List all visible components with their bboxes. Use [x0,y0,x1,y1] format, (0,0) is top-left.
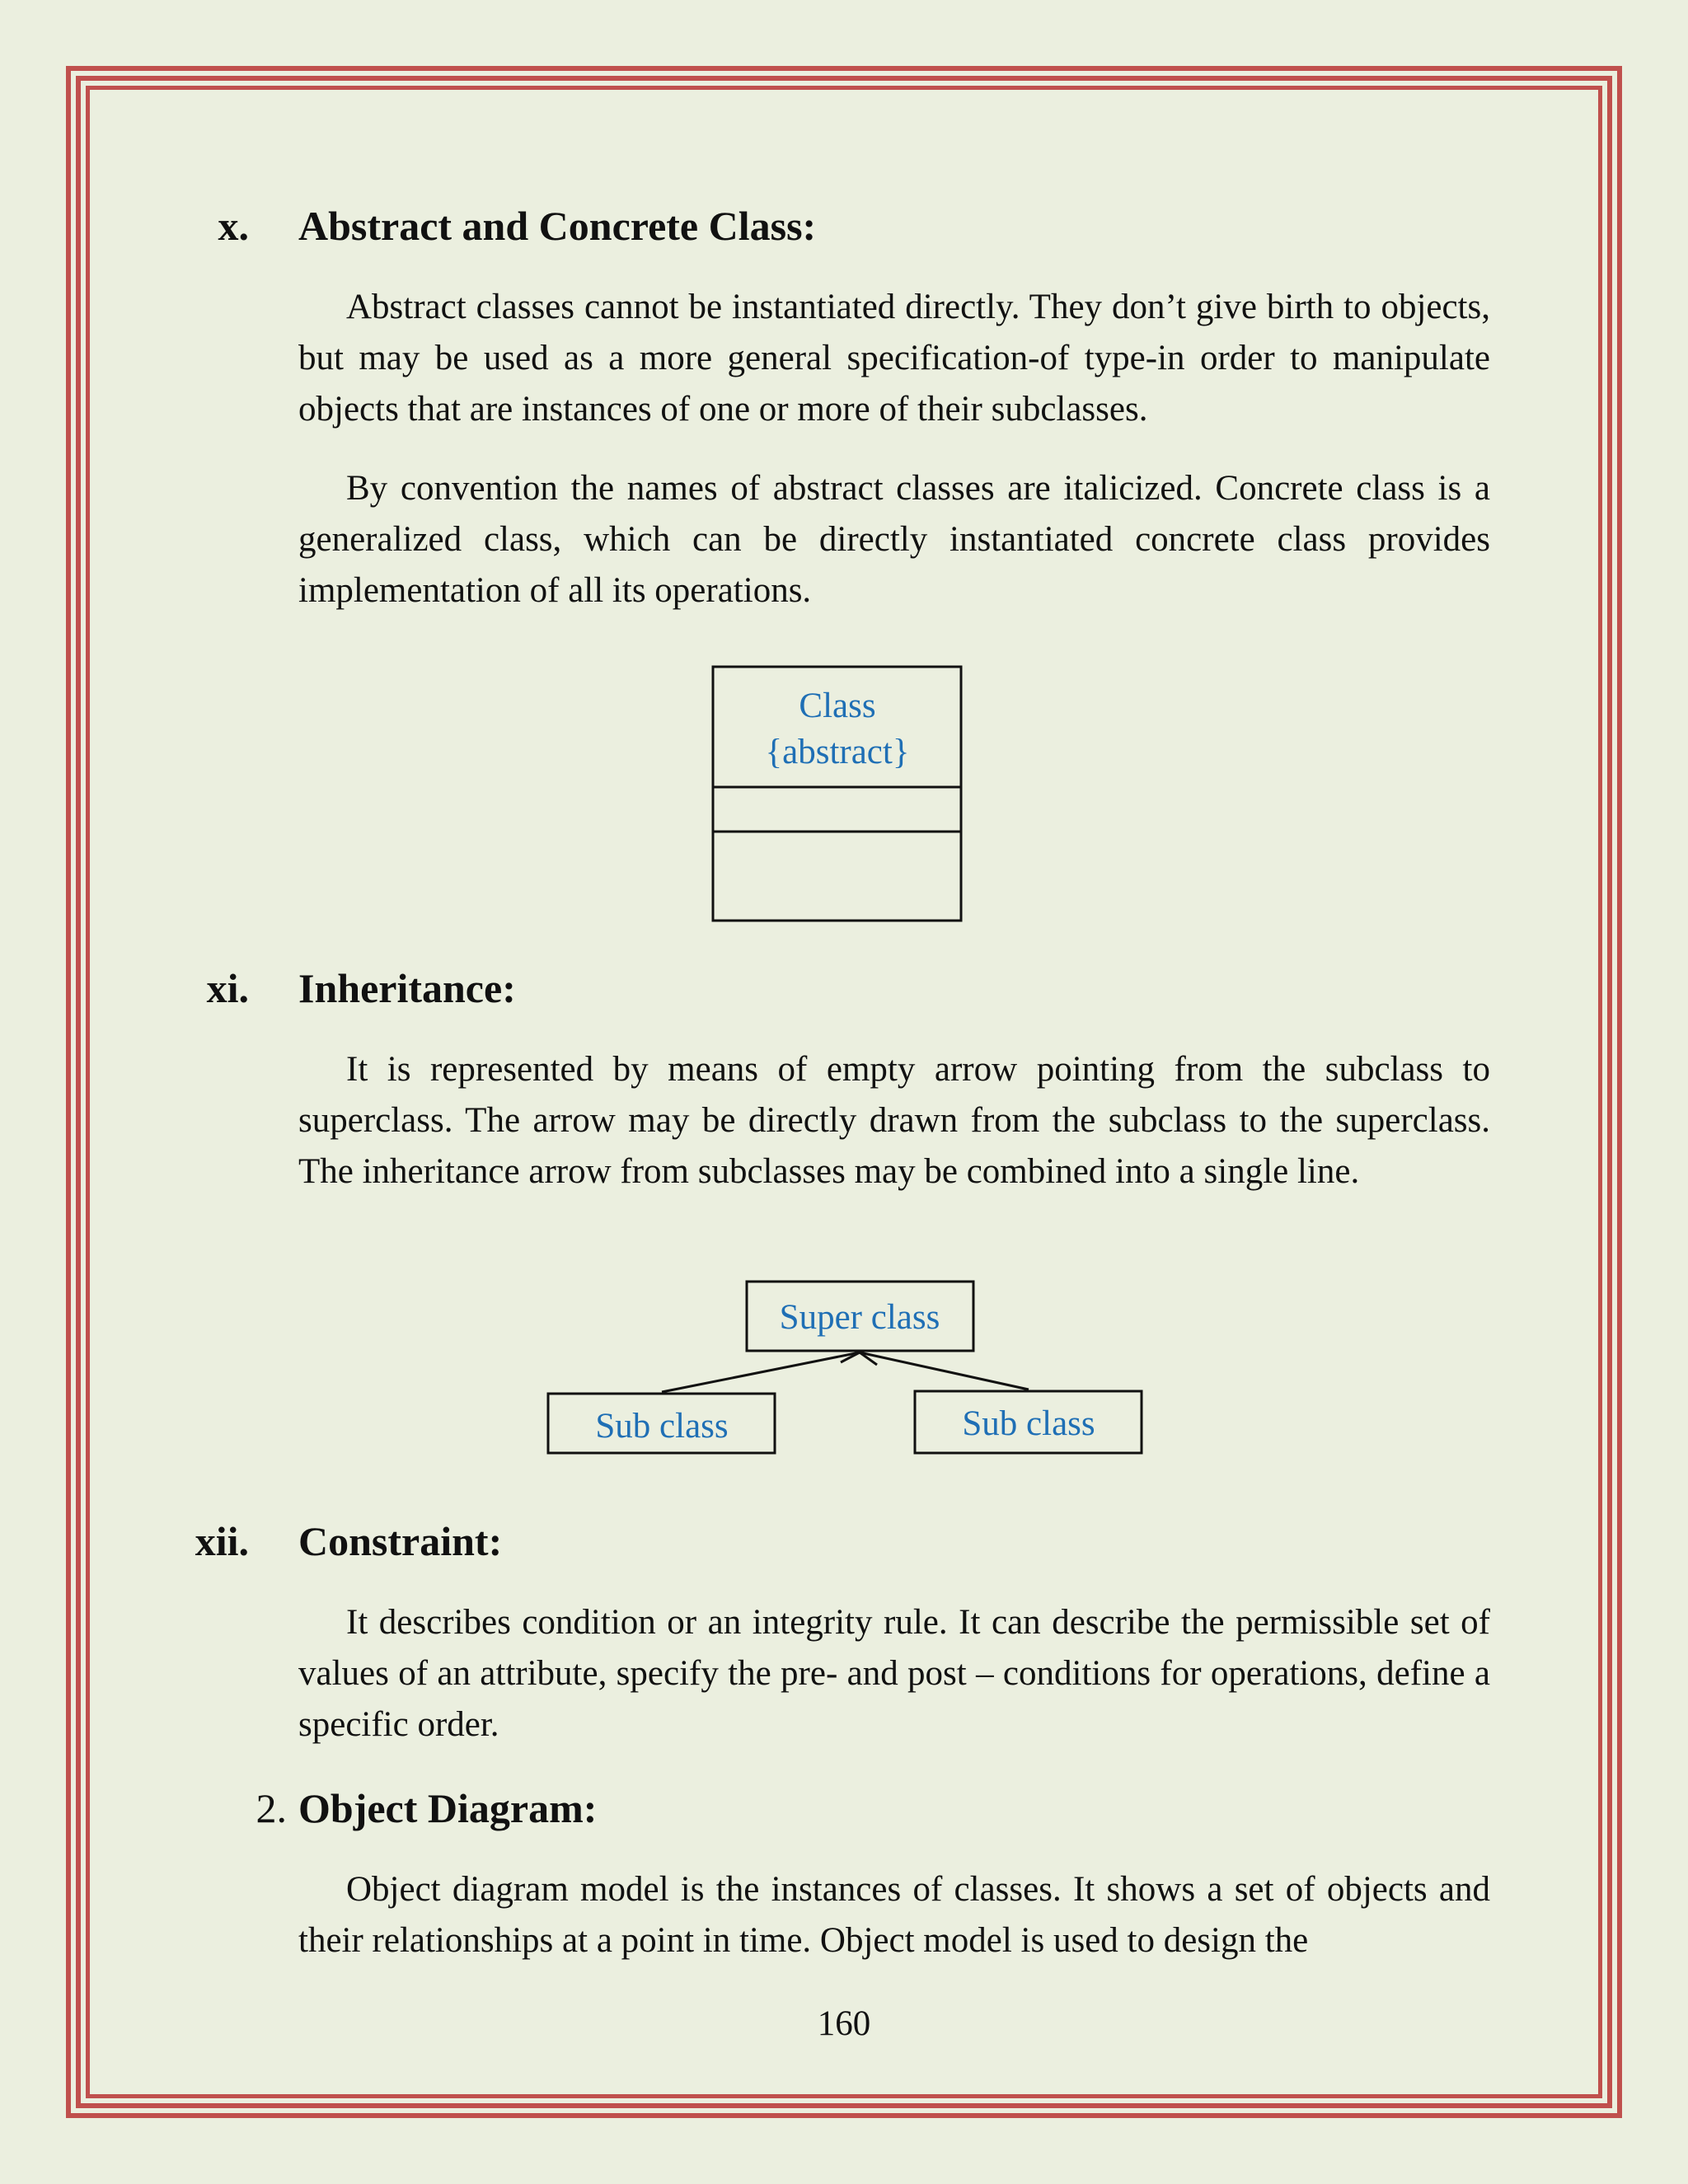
section-number: 2. [256,1785,287,1831]
section-heading: Constraint: [298,1518,503,1564]
inheritance-line-left [662,1352,860,1392]
page-number: 160 [817,2004,871,2043]
subclass-label-left: Sub class [595,1407,729,1446]
inheritance-line-right [860,1352,1029,1390]
abstract-class-diagram [709,663,966,925]
inheritance-diagram [536,1269,1154,1459]
section-heading: Abstract and Concrete Class: [298,203,817,249]
subclass-label-right: Sub class [962,1404,1095,1443]
paragraph: Object diagram model is the instances of classes. It shows a set of objects and their relationships at a point in time. Object model is used to design the [298,1870,1490,1960]
paragraph: By convention the names of abstract classes are italicized. Concrete class is a generalized class, which can be directly instantiated concrete class provides implementation of all its operations. [298,469,1490,610]
section-number: xii. [195,1518,249,1564]
section-heading: Inheritance: [298,965,516,1011]
section-heading: Object Diagram: [298,1785,598,1831]
paragraph: It describes condition or an integrity rule. It can describe the permissible set of values of an attribute, specify the pre- and post – conditions for operations, define a specific order. [298,1603,1490,1744]
paragraph: Abstract classes cannot be instantiated directly. They don’t give birth to objects, but may be used as a more general specification-of type-in order to manipulate objects that are instances of one or more of their subclasses. [298,288,1490,429]
class-name: Class [799,687,876,725]
paragraph: It is represented by means of empty arrow pointing from the subclass to superclass. The arrow may be directly drawn from the subclass to the superclass. The inheritance arrow from subclasses may be combined into a single line. [298,1050,1490,1191]
superclass-label: Super class [779,1298,940,1337]
section-number: xi. [206,965,249,1011]
class-stereotype: {abstract} [765,733,910,771]
section-number: x. [218,203,249,249]
